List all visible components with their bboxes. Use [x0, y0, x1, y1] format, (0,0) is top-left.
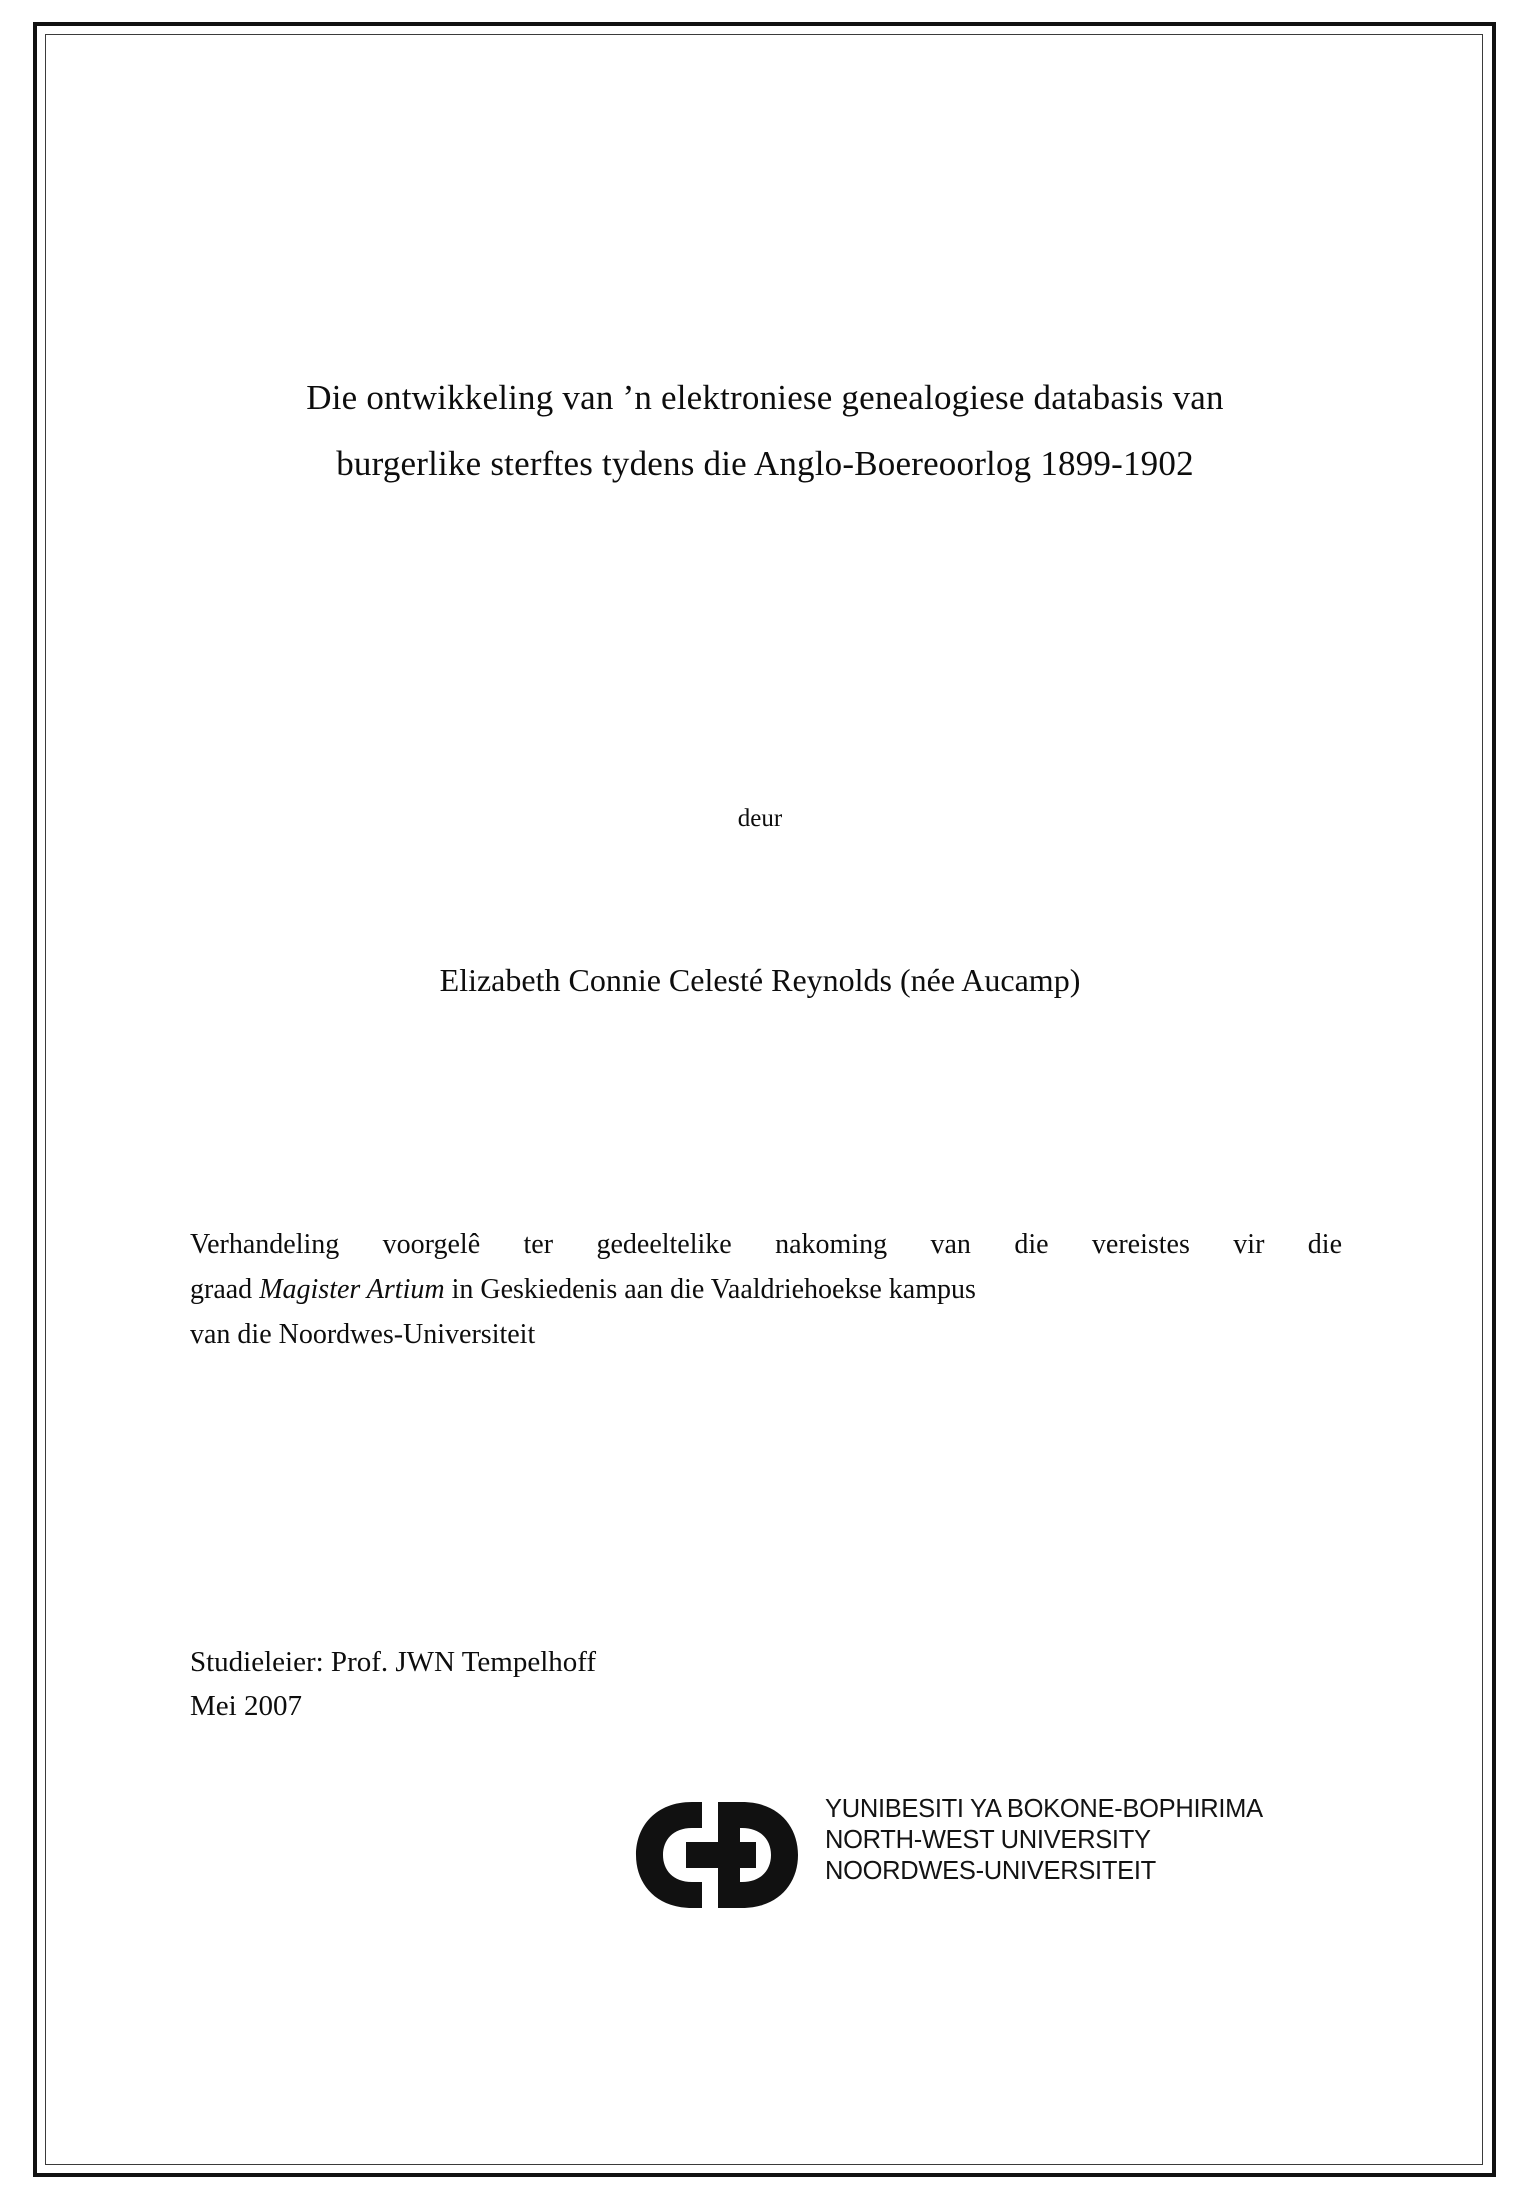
title-line-2: burgerlike sterftes tydens die Anglo-Boereoorlog 1899-1902 [336, 444, 1194, 483]
page-title [180, 365, 1350, 497]
author-name: Elizabeth Connie Celesté Reynolds (née Aucamp) [439, 962, 1081, 998]
supervisor-line: Studieleier: Prof. JWN Tempelhoff [190, 1646, 597, 1678]
statement-line-1: Verhandeling voorgelê ter gedeeltelike nakoming van die vereistes vir die [190, 1229, 1342, 1260]
title-line-1: Die ontwikkeling van ’n elektroniese genealogiese databasis van [306, 378, 1224, 417]
logo-line-2: NORTH-WEST UNIVERSITY [825, 1826, 1151, 1854]
statement-line-2-prefix: graad [190, 1274, 260, 1305]
degree-statement [190, 1222, 1342, 1357]
nwu-crest-icon [630, 1796, 820, 1914]
statement-line-3: van die Noordwes-Universiteit [190, 1319, 536, 1350]
supervisor-block [190, 1640, 1090, 1728]
statement-line-2 [190, 1267, 1342, 1312]
title-page-content [160, 0, 1360, 2206]
statement-line-2-suffix: in Geskiedenis aan die Vaaldriehoekse kampus [444, 1274, 976, 1305]
date-line: Mei 2007 [190, 1690, 302, 1722]
logo-text-block [825, 1794, 1263, 1887]
logo-line-3: NOORDWES-UNIVERSITEIT [825, 1857, 1156, 1885]
university-logo [490, 1790, 1263, 1920]
logo-line-1: YUNIBESITI YA BOKONE-BOPHIRIMA [825, 1795, 1263, 1823]
by-label: deur [737, 805, 783, 832]
statement-degree-name: Magister Artium [259, 1274, 445, 1305]
